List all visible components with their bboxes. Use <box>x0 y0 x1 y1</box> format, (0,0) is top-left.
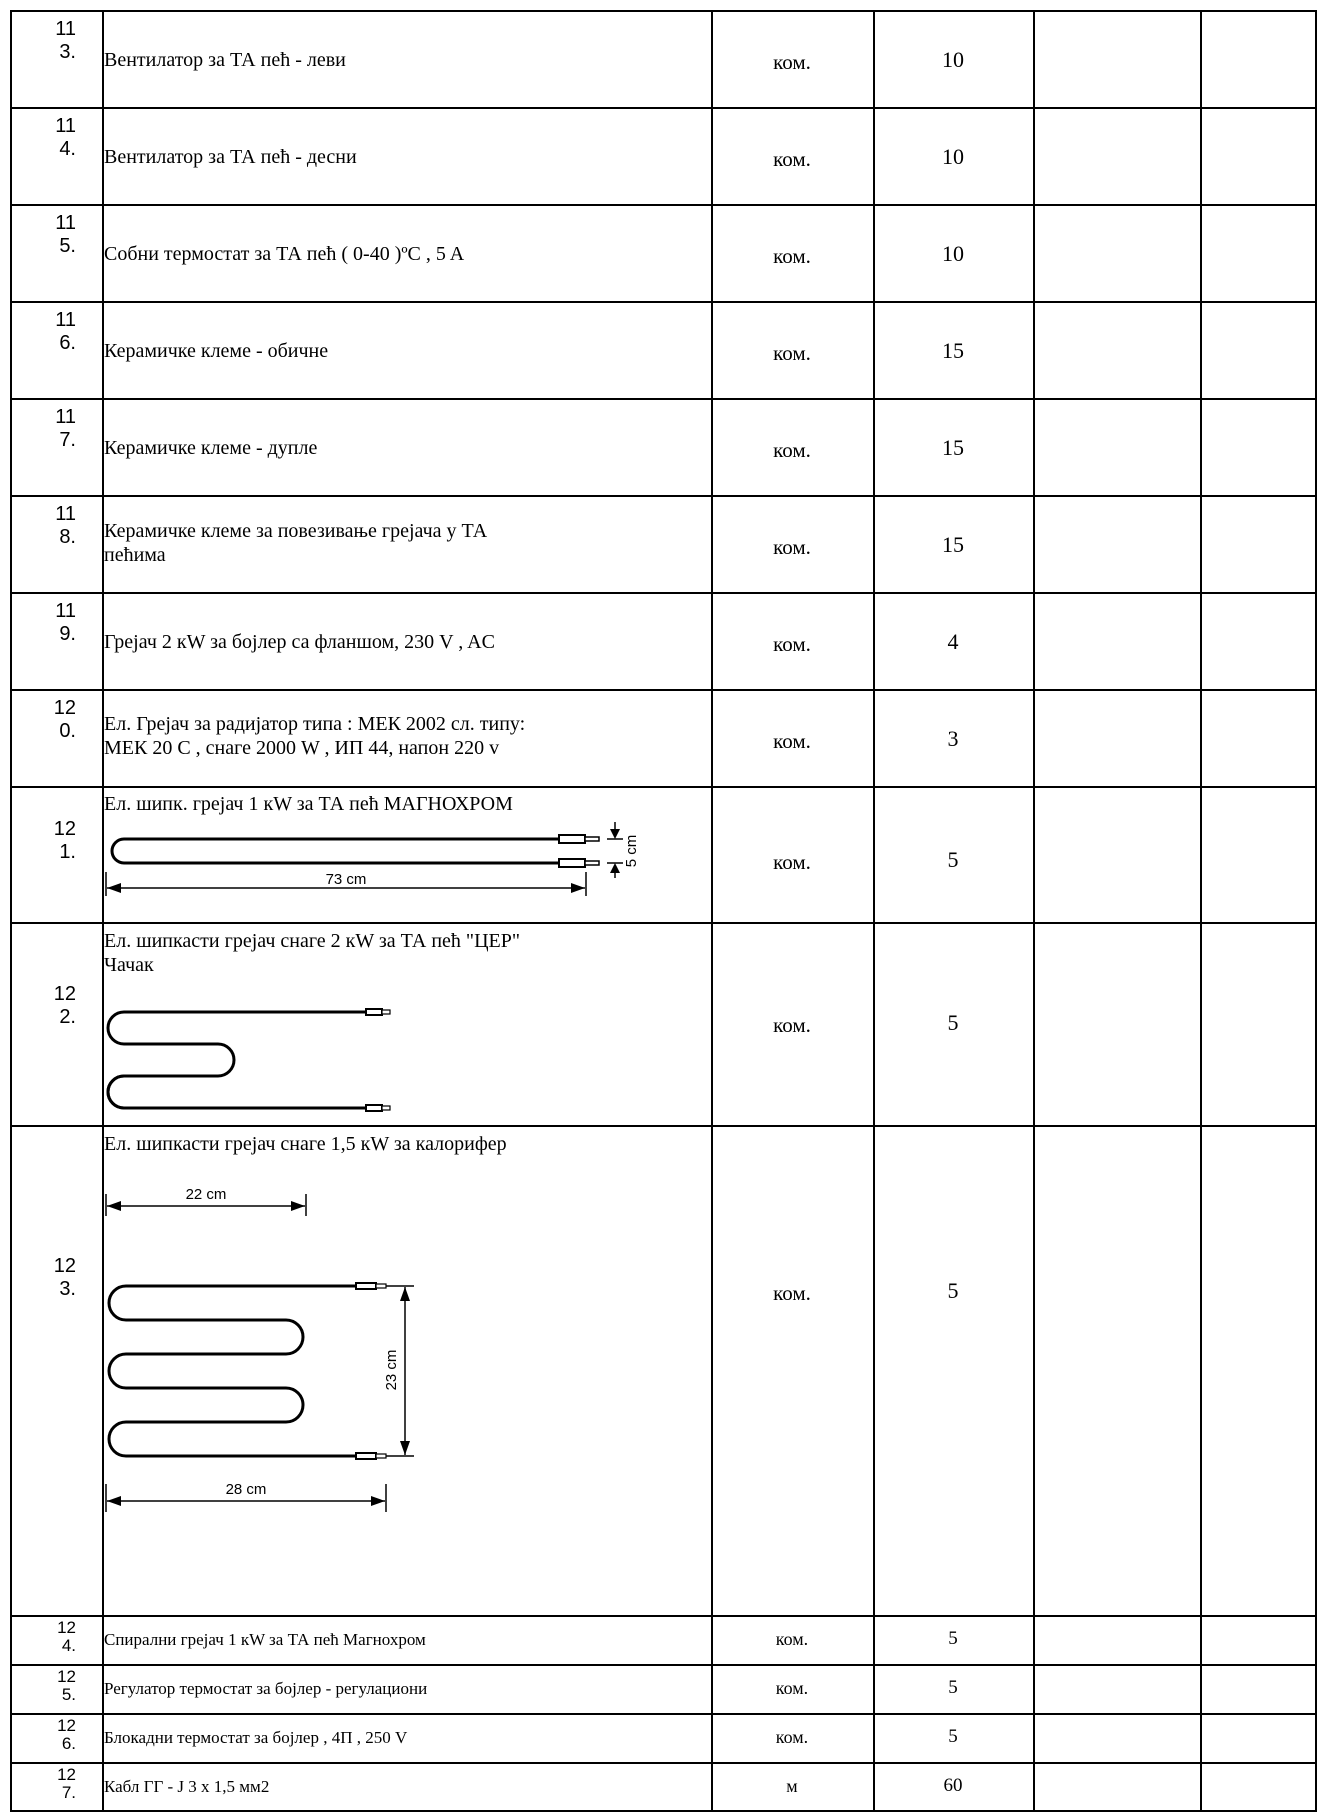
item-quantity: 5 <box>948 1677 958 1698</box>
item-unit: м <box>786 1776 798 1796</box>
item-description: Регулатор термостат за бојлер - регулациони <box>104 1679 428 1698</box>
item-number-top: 12 <box>57 1667 76 1686</box>
item-number-bottom: 9. <box>59 623 76 645</box>
item-description-line2: пећима <box>104 544 166 566</box>
row-border <box>10 922 1317 924</box>
item-description: Блокадни термостат за бојлер , 4П , 250 V <box>104 1728 408 1747</box>
item-unit: ком. <box>773 147 811 171</box>
row-border <box>10 592 1317 594</box>
item-quantity: 15 <box>942 338 964 363</box>
item-number-bottom: 6. <box>59 332 76 354</box>
item-number-bottom: 8. <box>59 526 76 548</box>
item-description: Керамичке клеме - дупле <box>104 437 318 459</box>
item-quantity: 5 <box>948 1628 958 1649</box>
row-border <box>10 398 1317 400</box>
item-number-top: 11 <box>55 600 76 622</box>
item-number-top: 11 <box>55 212 76 234</box>
heater-diagram-serpentine <box>104 1180 444 1600</box>
item-description-line1: Ел. шипкасти грејач снаге 2 кW за ТА пећ "ЦЕР" <box>104 930 521 952</box>
dim-length-label: 73 cm <box>325 871 367 888</box>
item-unit: ком. <box>773 729 811 753</box>
item-quantity: 5 <box>947 1010 959 1035</box>
heater-diagram-u <box>104 818 664 922</box>
item-quantity: 5 <box>947 1278 959 1303</box>
item-number-bottom: 4. <box>61 1636 76 1655</box>
row-border <box>10 689 1317 691</box>
item-unit: ком. <box>773 438 811 462</box>
col-border <box>1033 10 1035 1812</box>
item-description: Ел. шипк. грејач 1 кW за ТА пећ МАГНОХРОМ <box>104 793 513 815</box>
dim-bottom-label: 28 cm <box>225 1481 267 1498</box>
row-border <box>10 1125 1317 1127</box>
item-unit: ком. <box>773 535 811 559</box>
row-border <box>10 1713 1317 1715</box>
item-description-line2: МЕК 20 С , снаге 2000 W , ИП 44, напон 220 v <box>104 737 500 759</box>
row-border <box>10 10 1317 12</box>
item-number-bottom: 7. <box>59 429 76 451</box>
col-border <box>1200 10 1202 1812</box>
item-description-line2: Чачак <box>104 954 154 976</box>
item-number-bottom: 3. <box>59 41 76 63</box>
item-quantity: 10 <box>942 241 964 266</box>
item-number-bottom: 5. <box>59 235 76 257</box>
item-unit: ком. <box>773 1013 811 1037</box>
col-border <box>711 10 713 1812</box>
item-description-line1: Ел. Грејач за радијатор типа : МЕК 2002 сл. типу: <box>104 713 526 735</box>
item-description-line1: Керамичке клеме за повезивање грејача у ТА <box>104 520 488 542</box>
item-number-top: 12 <box>57 1716 76 1735</box>
item-quantity: 10 <box>942 47 964 72</box>
row-border <box>10 107 1317 109</box>
row-border <box>10 1664 1317 1666</box>
item-number-bottom: 1. <box>59 841 76 863</box>
row-border <box>10 301 1317 303</box>
item-number-bottom: 6. <box>61 1734 76 1753</box>
item-description: Собни термостат за ТА пећ ( 0-40 )ºC , 5 A <box>104 243 465 265</box>
item-quantity: 15 <box>942 435 964 460</box>
col-border <box>10 10 12 1812</box>
item-number-bottom: 7. <box>61 1783 76 1802</box>
row-border <box>10 786 1317 788</box>
item-unit: ком. <box>773 1281 811 1305</box>
item-description: Кабл ГГ - Ј 3 х 1,5 мм2 <box>104 1777 270 1796</box>
item-number-top: 12 <box>53 983 76 1005</box>
item-unit: ком. <box>773 50 811 74</box>
item-unit: ком. <box>773 341 811 365</box>
item-number-bottom: 2. <box>59 1006 76 1028</box>
item-number-bottom: 4. <box>59 138 76 160</box>
item-unit: ком. <box>775 1727 809 1747</box>
row-border <box>10 495 1317 497</box>
col-border <box>873 10 875 1812</box>
item-number-top: 12 <box>53 697 76 719</box>
row-border <box>10 1762 1317 1764</box>
item-quantity: 5 <box>947 847 959 872</box>
item-quantity: 60 <box>943 1775 963 1796</box>
item-number-top: 12 <box>57 1765 76 1784</box>
item-description: Керамичке клеме - обичне <box>104 340 329 362</box>
item-number-bottom: 3. <box>59 1278 76 1300</box>
item-description: Грејач 2 кW за бојлер са фланшом, 230 V , AC <box>104 631 495 653</box>
item-number-bottom: 0. <box>59 720 76 742</box>
item-number-bottom: 5. <box>61 1685 76 1704</box>
dim-height-label: 23 cm <box>383 1349 400 1391</box>
heater-diagram-w-lower <box>104 1000 404 1125</box>
row-border <box>10 204 1317 206</box>
item-description: Вентилатор за ТА пећ - леви <box>104 49 346 71</box>
dim-gap-label: 5 cm <box>623 834 640 868</box>
item-unit: ком. <box>775 1678 809 1698</box>
row-border <box>10 1615 1317 1617</box>
item-description: Спирални грејач 1 кW за ТА пећ Магнохром <box>104 1630 426 1649</box>
item-unit: ком. <box>773 632 811 656</box>
item-number-top: 11 <box>55 18 76 40</box>
item-number-top: 11 <box>55 309 76 331</box>
item-unit: ком. <box>773 850 811 874</box>
dim-top-label: 22 cm <box>185 1186 227 1203</box>
item-quantity: 15 <box>942 532 964 557</box>
item-quantity: 3 <box>947 726 959 751</box>
item-unit: ком. <box>775 1629 809 1649</box>
item-quantity: 5 <box>948 1726 958 1747</box>
item-number-top: 12 <box>53 1255 76 1277</box>
item-quantity: 4 <box>947 629 959 654</box>
item-number-top: 12 <box>57 1618 76 1637</box>
item-description: Ел. шипкасти грејач снаге 1,5 кW за калорифер <box>104 1133 507 1155</box>
item-description: Вентилатор за ТА пећ - десни <box>104 146 357 168</box>
item-number-top: 11 <box>55 115 76 137</box>
item-unit: ком. <box>773 244 811 268</box>
item-number-top: 12 <box>53 818 76 840</box>
item-quantity: 10 <box>942 144 964 169</box>
item-number-top: 11 <box>55 503 76 525</box>
item-number-top: 11 <box>55 406 76 428</box>
